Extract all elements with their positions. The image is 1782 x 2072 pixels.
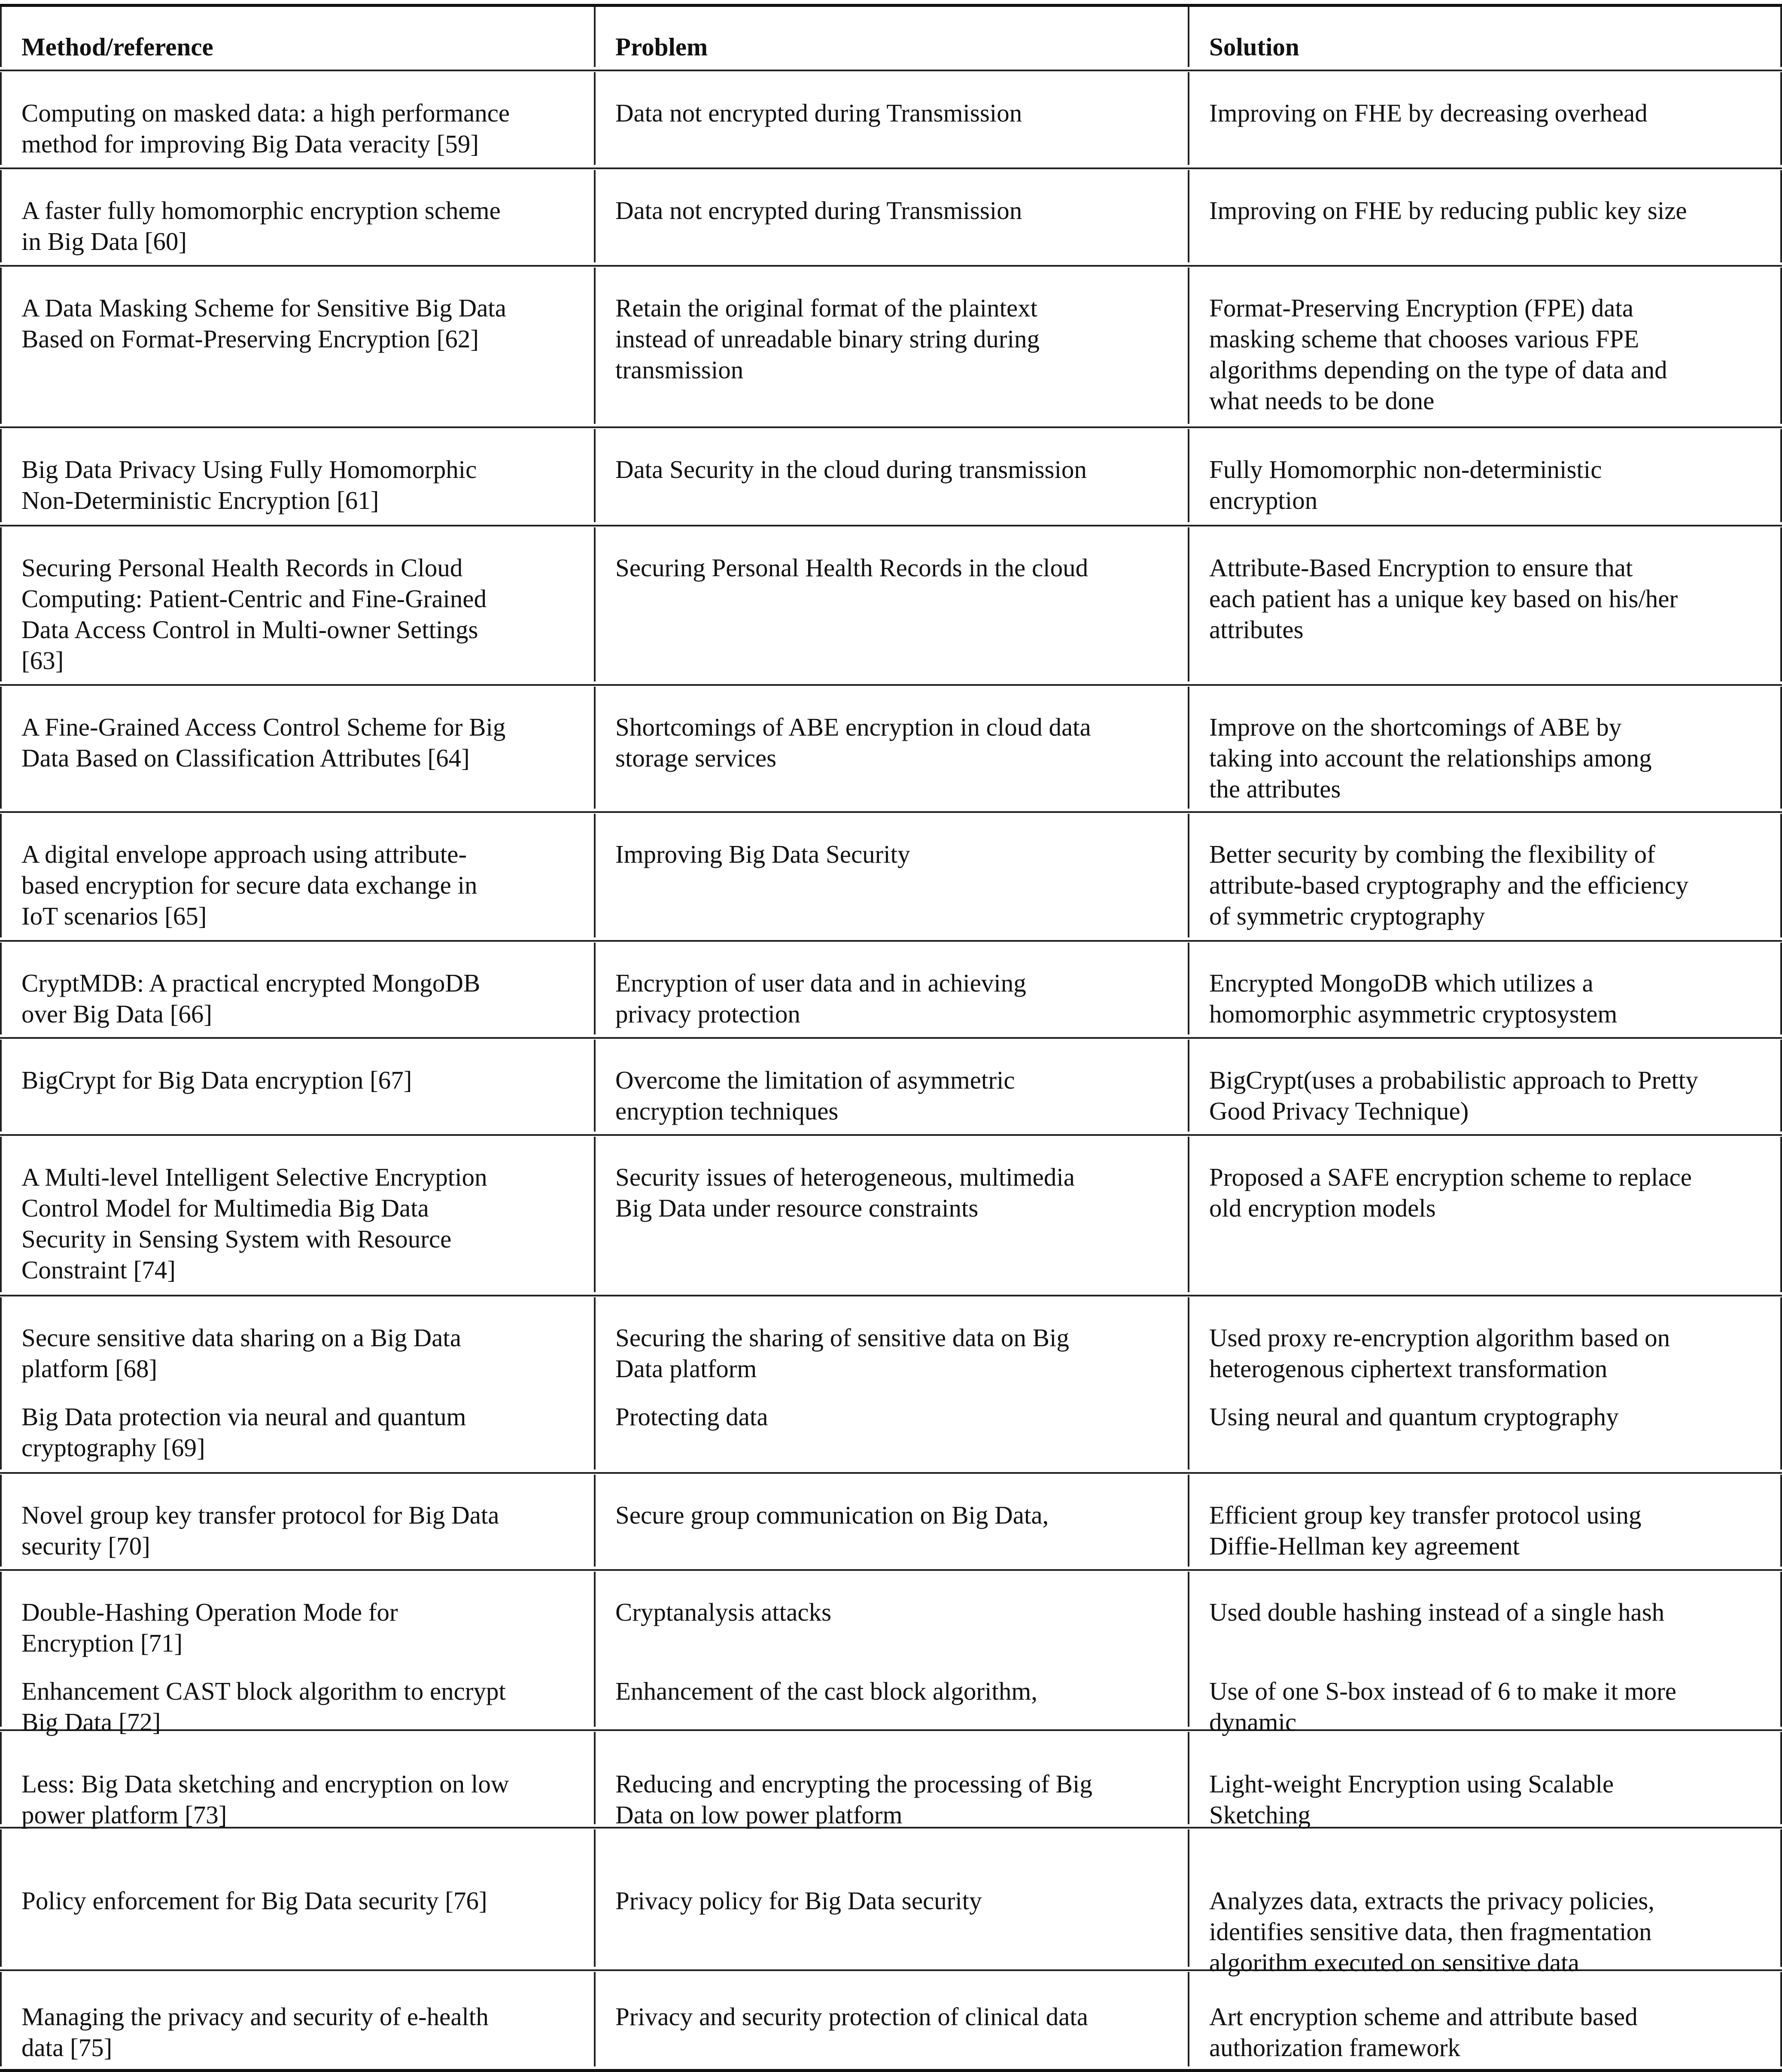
- solution-cell: Proposed a SAFE encryption scheme to replace: [1209, 1163, 1692, 1191]
- method-cell: IoT scenarios [65]: [21, 902, 207, 930]
- table-rule: [0, 684, 1782, 686]
- solution-cell: of symmetric cryptography: [1209, 902, 1485, 930]
- column-rule: [1780, 1040, 1782, 1132]
- column-rule: [594, 1297, 596, 1470]
- column-rule: [594, 1572, 596, 1727]
- column-rule: [594, 1829, 596, 1967]
- column-rule: [1188, 943, 1189, 1034]
- method-cell: Big Data Privacy Using Fully Homomorphic: [21, 455, 477, 484]
- problem-cell: Privacy policy for Big Data security: [615, 1886, 982, 1915]
- column-rule: [1780, 170, 1782, 262]
- method-cell: A Multi-level Intelligent Selective Encryption: [21, 1163, 487, 1191]
- solution-cell: Good Privacy Technique): [1209, 1097, 1469, 1125]
- method-cell: A faster fully homomorphic encryption scheme: [21, 196, 501, 225]
- column-rule: [1188, 170, 1189, 262]
- problem-cell: Data Security in the cloud during transmission: [615, 455, 1087, 484]
- table-rule: [0, 811, 1782, 813]
- method-cell: Less: Big Data sketching and encryption on low: [21, 1770, 509, 1798]
- method-cell: Managing the privacy and security of e-health: [21, 2002, 489, 2031]
- solution-cell: Fully Homomorphic non-deterministic: [1209, 455, 1602, 484]
- solution-cell: Light-weight Encryption using Scalable: [1209, 1770, 1614, 1798]
- method-cell: Securing Personal Health Records in Cloud: [21, 554, 463, 582]
- method-cell: over Big Data [66]: [21, 1000, 212, 1028]
- column-rule: [1188, 527, 1189, 682]
- method-cell: Data Based on Classification Attributes [64]: [21, 744, 470, 772]
- column-rule: [0, 268, 2, 424]
- column-rule: [594, 687, 596, 809]
- problem-cell: privacy protection: [615, 1000, 800, 1028]
- method-cell: Secure sensitive data sharing on a Big Data: [21, 1324, 462, 1352]
- solution-cell: Improving on FHE by reducing public key size: [1209, 196, 1687, 225]
- solution-cell: Attribute-Based Encryption to ensure that: [1209, 554, 1633, 582]
- table-rule: [0, 940, 1782, 942]
- column-rule: [1780, 429, 1782, 522]
- method-cell: CryptMDB: A practical encrypted MongoDB: [21, 969, 480, 997]
- solution-cell: masking scheme that chooses various FPE: [1209, 325, 1639, 353]
- column-rule: [0, 1040, 2, 1132]
- method-cell: [63]: [21, 646, 64, 675]
- column-rule: [0, 1572, 2, 1727]
- table-rule: [0, 2069, 1782, 2072]
- problem-cell: Data platform: [615, 1354, 757, 1383]
- column-rule: [1188, 1297, 1189, 1470]
- method-cell: Double-Hashing Operation Mode for: [21, 1598, 398, 1626]
- column-rule: [1188, 1475, 1189, 1567]
- problem-cell: Shortcomings of ABE encryption in cloud data: [615, 713, 1091, 741]
- problem-cell: Overcome the limitation of asymmetric: [615, 1066, 1015, 1094]
- column-rule: [594, 1972, 596, 2066]
- column-rule: [0, 429, 2, 522]
- solution-cell: Sketching: [1209, 1801, 1311, 1829]
- solution-cell: Used double hashing instead of a single hash: [1209, 1598, 1665, 1626]
- method-cell: Constraint [74]: [21, 1256, 176, 1284]
- column-rule: [1188, 72, 1189, 165]
- solution-cell: Use of one S-box instead of 6 to make it more: [1209, 1677, 1676, 1705]
- solution-cell: Used proxy re-encryption algorithm based on: [1209, 1324, 1670, 1352]
- table-rule: [0, 1037, 1782, 1039]
- column-rule: [0, 943, 2, 1034]
- method-cell: Data Access Control in Multi-owner Settings: [21, 615, 478, 644]
- column-rule: [594, 1475, 596, 1567]
- column-rule: [594, 1732, 596, 1824]
- column-rule: [1780, 6, 1782, 67]
- solution-cell: old encryption models: [1209, 1194, 1436, 1222]
- solution-cell: identifies sensitive data, then fragmentation: [1209, 1917, 1652, 1946]
- table-rule: [0, 70, 1782, 71]
- column-rule: [0, 1829, 2, 1967]
- solution-cell: Better security by combing the flexibility of: [1209, 840, 1655, 868]
- table-rule: [0, 1134, 1782, 1136]
- column-rule: [1780, 1137, 1782, 1292]
- header-problem: Problem: [615, 33, 708, 61]
- problem-cell: Protecting data: [615, 1403, 768, 1431]
- solution-cell: Diffie-Hellman key agreement: [1209, 1532, 1520, 1560]
- column-rule: [1780, 943, 1782, 1034]
- column-rule: [594, 943, 596, 1034]
- method-cell: Big Data [72]: [21, 1708, 161, 1736]
- problem-cell: Cryptanalysis attacks: [615, 1598, 832, 1626]
- problem-cell: Securing Personal Health Records in the cloud: [615, 554, 1089, 582]
- solution-cell: algorithms depending on the type of data and: [1209, 356, 1667, 384]
- column-rule: [1188, 429, 1189, 522]
- solution-cell: Using neural and quantum cryptography: [1209, 1403, 1619, 1431]
- column-rule: [0, 687, 2, 809]
- problem-cell: storage services: [615, 744, 777, 772]
- problem-cell: transmission: [615, 356, 744, 384]
- column-rule: [594, 268, 596, 424]
- method-cell: platform [68]: [21, 1354, 158, 1383]
- problem-cell: instead of unreadable binary string during: [615, 325, 1040, 353]
- column-rule: [1188, 1732, 1189, 1824]
- method-cell: A Data Masking Scheme for Sensitive Big Data: [21, 294, 506, 322]
- problem-cell: Secure group communication on Big Data,: [615, 1501, 1049, 1529]
- table-rule: [0, 525, 1782, 526]
- solution-cell: attribute-based cryptography and the efficiency: [1209, 871, 1689, 899]
- column-rule: [1780, 1297, 1782, 1470]
- column-rule: [1780, 527, 1782, 682]
- column-rule: [0, 170, 2, 262]
- solution-cell: what needs to be done: [1209, 386, 1435, 415]
- column-rule: [0, 814, 2, 937]
- method-cell: A Fine-Grained Access Control Scheme for Big: [21, 713, 506, 741]
- column-rule: [594, 170, 596, 262]
- column-rule: [1780, 687, 1782, 809]
- problem-cell: Data on low power platform: [615, 1801, 903, 1829]
- problem-cell: Enhancement of the cast block algorithm,: [615, 1677, 1038, 1705]
- solution-cell: Format-Preserving Encryption (FPE) data: [1209, 294, 1634, 322]
- method-cell: Enhancement CAST block algorithm to encrypt: [21, 1677, 506, 1705]
- problem-cell: Retain the original format of the plaintext: [615, 294, 1038, 322]
- column-rule: [1780, 268, 1782, 424]
- method-cell: method for improving Big Data veracity [59]: [21, 130, 479, 158]
- column-rule: [1188, 268, 1189, 424]
- problem-cell: Reducing and encrypting the processing of Big: [615, 1770, 1092, 1798]
- method-cell: Based on Format-Preserving Encryption [62]: [21, 325, 479, 353]
- column-rule: [0, 1137, 2, 1292]
- column-rule: [594, 6, 596, 67]
- solution-cell: each patient has a unique key based on his/her: [1209, 584, 1678, 613]
- solution-cell: Improving on FHE by decreasing overhead: [1209, 99, 1648, 127]
- column-rule: [0, 1297, 2, 1470]
- solution-cell: BigCrypt(uses a probabilistic approach to Pretty: [1209, 1066, 1698, 1094]
- solution-cell: dynamic: [1209, 1708, 1297, 1736]
- method-cell: Big Data protection via neural and quantum: [21, 1403, 466, 1431]
- method-cell: Non-Deterministic Encryption [61]: [21, 486, 379, 514]
- table-rule: [0, 1472, 1782, 1474]
- method-cell: data [75]: [21, 2033, 113, 2062]
- column-rule: [594, 72, 596, 165]
- problem-cell: encryption techniques: [615, 1097, 839, 1125]
- solution-cell: authorization framework: [1209, 2033, 1460, 2062]
- column-rule: [0, 6, 2, 67]
- solution-cell: the attributes: [1209, 775, 1341, 803]
- solution-cell: Art encryption scheme and attribute based: [1209, 2002, 1638, 2031]
- column-rule: [1188, 814, 1189, 937]
- solution-cell: Encrypted MongoDB which utilizes a: [1209, 969, 1593, 997]
- header-solution: Solution: [1209, 33, 1299, 61]
- solution-cell: taking into account the relationships among: [1209, 744, 1652, 772]
- column-rule: [1780, 1732, 1782, 1824]
- column-rule: [1780, 1972, 1782, 2066]
- solution-cell: heterogenous ciphertext transformation: [1209, 1354, 1608, 1383]
- method-cell: power platform [73]: [21, 1801, 227, 1829]
- column-rule: [1780, 1475, 1782, 1567]
- problem-cell: Data not encrypted during Transmission: [615, 99, 1022, 127]
- column-rule: [594, 527, 596, 682]
- column-rule: [1188, 6, 1189, 67]
- table-rule: [0, 265, 1782, 267]
- problem-cell: Encryption of user data and in achieving: [615, 969, 1026, 997]
- method-cell: Control Model for Multimedia Big Data: [21, 1194, 429, 1222]
- method-cell: security [70]: [21, 1532, 150, 1560]
- solution-cell: attributes: [1209, 615, 1304, 644]
- method-cell: based encryption for secure data exchange in: [21, 871, 477, 899]
- table-rule: [0, 1569, 1782, 1571]
- method-cell: Computing on masked data: a high performance: [21, 99, 510, 127]
- problem-cell: Securing the sharing of sensitive data on Big: [615, 1324, 1069, 1352]
- problem-cell: Improving Big Data Security: [615, 840, 910, 868]
- solution-cell: Improve on the shortcomings of ABE by: [1209, 713, 1622, 741]
- method-cell: Computing: Patient-Centric and Fine-Grained: [21, 584, 487, 613]
- table-rule: [0, 1295, 1782, 1296]
- solution-cell: algorithm executed on sensitive data: [1209, 1948, 1579, 1977]
- column-rule: [1780, 72, 1782, 165]
- solution-cell: Analyzes data, extracts the privacy policies,: [1209, 1886, 1654, 1915]
- column-rule: [1780, 1829, 1782, 1967]
- method-cell: A digital envelope approach using attribute-: [21, 840, 467, 868]
- problem-cell: Data not encrypted during Transmission: [615, 196, 1022, 225]
- method-cell: BigCrypt for Big Data encryption [67]: [21, 1066, 412, 1094]
- column-rule: [1188, 1829, 1189, 1967]
- column-rule: [0, 72, 2, 165]
- column-rule: [0, 1732, 2, 1824]
- column-rule: [1188, 1972, 1189, 2066]
- table-rule: [0, 426, 1782, 428]
- table-rule: [0, 167, 1782, 169]
- column-rule: [1188, 1572, 1189, 1727]
- problem-cell: Security issues of heterogeneous, multimedia: [615, 1163, 1075, 1191]
- column-rule: [0, 1475, 2, 1567]
- header-method: Method/reference: [21, 33, 213, 61]
- method-cell: Encryption [71]: [21, 1629, 183, 1657]
- column-rule: [1188, 1040, 1189, 1132]
- problem-cell: Big Data under resource constraints: [615, 1194, 979, 1222]
- method-cell: Security in Sensing System with Resource: [21, 1225, 452, 1253]
- table-rule: [0, 1729, 1782, 1731]
- table-rule: [0, 4, 1782, 7]
- method-cell: Policy enforcement for Big Data security [76]: [21, 1886, 487, 1915]
- column-rule: [1780, 814, 1782, 937]
- column-rule: [594, 1137, 596, 1292]
- column-rule: [1188, 687, 1189, 809]
- column-rule: [594, 1040, 596, 1132]
- column-rule: [594, 429, 596, 522]
- solution-cell: homomorphic asymmetric cryptosystem: [1209, 1000, 1618, 1028]
- column-rule: [1780, 1572, 1782, 1727]
- problem-cell: Privacy and security protection of clinical data: [615, 2002, 1088, 2031]
- method-cell: cryptography [69]: [21, 1433, 205, 1462]
- solution-cell: encryption: [1209, 486, 1318, 514]
- column-rule: [0, 527, 2, 682]
- column-rule: [594, 814, 596, 937]
- column-rule: [0, 1972, 2, 2066]
- column-rule: [1188, 1137, 1189, 1292]
- solution-cell: Efficient group key transfer protocol using: [1209, 1501, 1642, 1529]
- method-cell: Novel group key transfer protocol for Big Data: [21, 1501, 499, 1529]
- method-cell: in Big Data [60]: [21, 227, 187, 256]
